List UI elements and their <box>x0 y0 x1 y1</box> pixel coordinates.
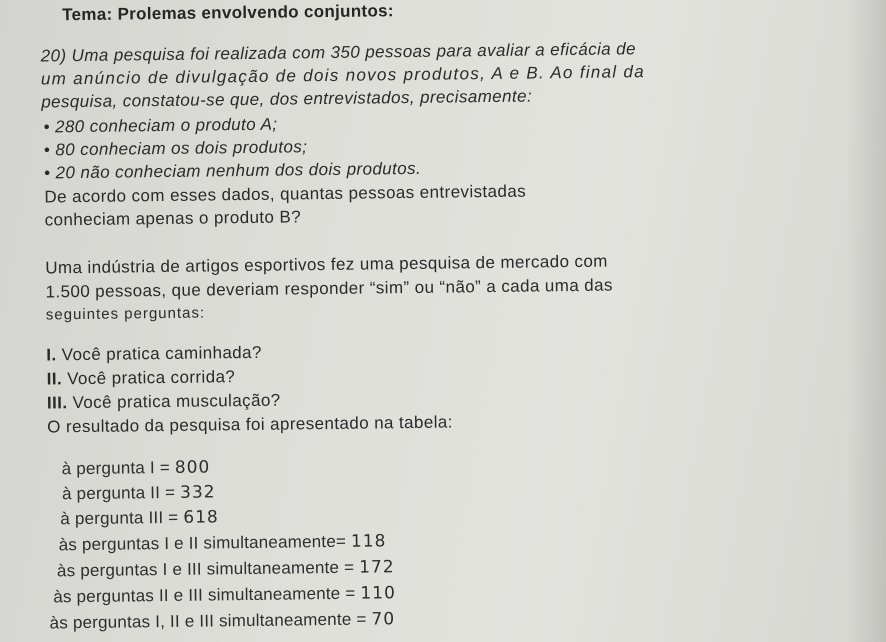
survey-question-number: I. <box>46 345 57 365</box>
result-label: à pergunta II = <box>61 482 176 504</box>
bullet-text: • 20 não conheciam nenhum dos dois produtos. <box>44 158 422 183</box>
result-value: 110 <box>360 583 396 604</box>
question-21-line-2: 1.500 pessoas, que deveriam responder “sim” ou “não” a cada uma das <box>45 275 613 302</box>
question-20-line-3-text: pesquisa, constatou-se que, dos entrevistados, precisamente: <box>41 86 533 112</box>
handwritten-result-row <box>53 583 396 607</box>
survey-question-text: Você pratica caminhada? <box>56 342 262 365</box>
page-edge-shadow <box>846 0 886 642</box>
question-20-line-2-text: um anúncio de divulgação de dois novos produtos, A e B. Ao final da <box>40 62 646 89</box>
result-value: 618 <box>183 507 219 528</box>
survey-question-text: Você pratica corrida? <box>61 367 236 389</box>
bullet-item <box>44 137 308 160</box>
bullet-item <box>43 115 277 138</box>
handwritten-result-row <box>62 457 211 479</box>
result-label: às perguntas II e III simultaneamente = <box>53 583 356 607</box>
results-intro: O resultado da pesquisa foi apresentado na tabela: <box>47 412 453 437</box>
survey-question-item <box>46 343 262 366</box>
question-21-line-3: seguintes perguntas: <box>45 304 206 324</box>
result-value: 800 <box>174 457 211 478</box>
bullet-text: • 280 conheciam o produto A; <box>43 114 278 137</box>
question-20-line-1-text: 20) Uma pesquisa foi realizada com 350 pessoas para avaliar a eficácia de <box>40 39 637 66</box>
result-label: à pergunta III = <box>60 507 179 529</box>
bullet-item <box>44 159 421 184</box>
result-label: às perguntas I e III simultaneamente = <box>56 557 355 581</box>
question-20-line-3 <box>41 87 532 113</box>
result-label: às perguntas I, II e III simultaneamente = <box>49 609 367 633</box>
result-value: 332 <box>179 482 216 503</box>
result-value: 118 <box>350 531 387 552</box>
handwritten-result-row <box>62 482 216 504</box>
result-value: 172 <box>359 557 395 578</box>
question-20-line-2 <box>41 62 645 89</box>
handwritten-result-row <box>57 557 395 581</box>
handwritten-result-row <box>60 507 219 529</box>
handwritten-result-row <box>49 609 395 633</box>
question-21-line-1: Uma indústria de artigos esportivos fez uma pesquisa de mercado com <box>45 251 608 278</box>
survey-question-item <box>47 367 236 389</box>
survey-question-item <box>47 391 281 414</box>
result-value: 70 <box>371 609 396 630</box>
question-20-prompt-line-2: conheciam apenas o produto B? <box>44 207 302 230</box>
question-20-prompt-line-1: De acordo com esses dados, quantas pessoas entrevistadas <box>44 181 527 207</box>
bullet-text: • 80 conheciam os dois produtos; <box>43 137 308 160</box>
handwritten-result-row <box>59 531 387 555</box>
survey-question-text: Você pratica musculação? <box>67 390 281 413</box>
result-label: às perguntas I e II simultaneamente= <box>58 531 347 555</box>
document-title: Tema: Prolemas envolvendo conjuntos: <box>62 1 394 25</box>
survey-question-number: II. <box>46 369 63 389</box>
result-label: à pergunta I = <box>61 457 171 479</box>
survey-question-number: III. <box>46 393 68 413</box>
